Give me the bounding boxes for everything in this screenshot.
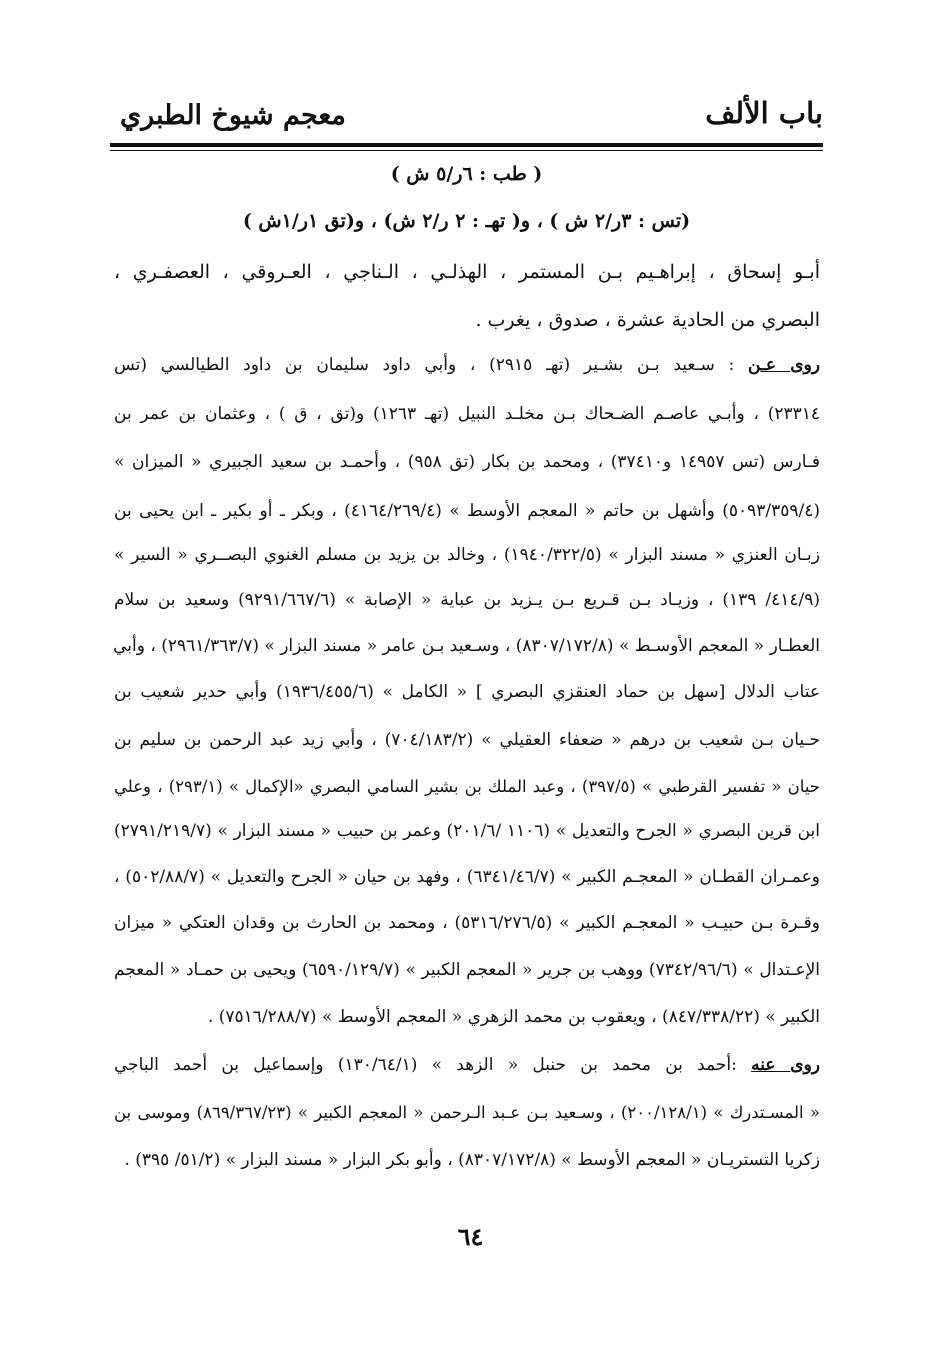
rawa-an-line: حـيان بـن شعيب بن درهم « ضعفاء العقيلي » (٧٠٤/١٨٣/٢) ، وأبي زيد عبد الرحمن بن سليم بن [114,730,821,750]
header-rule-thick [110,143,823,147]
rawa-an-first-text: : سـعيد بـن بشـير (تهـ ٢٩١٥) ، وأبي داود سليمان بن داود الطيالسي (تس [114,355,735,375]
rawa-anhu-line: « المسـتدرك » (٢٠٠/١٢٨/١) ، وسـعيد بـن عـبد الـرحمن « المعجم الكبير » (٨٦٩/٣٦٧/٢٣) وموسى بن [114,1103,820,1122]
header-rule-thin [110,150,823,151]
rawa-anhu-line: زكريا التستريـان « المعجم الأوسط » (٨٣٠٧/١٧٢/٨) ، وأبو بكر البزار « مسند البزار » (٥١/٢/ ٣٩٥) . [124,1150,820,1170]
rawa-an-line: ابن قرين البصري « الجرح والتعديل » (١١٠٦ /٢٠١/٦) وعمر بن حبيب « مسند البزار » (٢٧٩١/٢١٩/٧) [114,821,820,841]
rawa-anhu-first-text: :أحمد بن محمد بن حنبل « الزهد » (١٣٠/٦٤/١) وإسماعيل بن أحمد الباجي [114,1055,737,1075]
rawa-an-first-line [114,356,820,375]
rawa-an-line: وقـرة بـن حبيـب « المعجـم الكبير » (٥٣١٦/٢٧٦/٥) ، ومحمد بن الحارث بن وقدان العتكي « ميزان [114,913,820,933]
rawa-an-line: عتاب الدلال [سهل بن حماد العنقزي البصري ] « الكامل » (١٩٣٦/٤٥٥/٦) وأبي حدير شعيب بن [114,682,820,702]
rawa-an-line: زبـان العنزي « مسند البزار » (١٩٤٠/٣٢٢/٥) ، وخالد بن يزيد بن مسلم الغنوي البصــري « السير » [114,545,820,565]
page-number: ٦٤ [457,1222,484,1251]
rawa-an-line: الكبير » (٨٤٧/٣٣٨/٢٢) ، ويعقوب بن محمد الزهري « المعجم الأوسط » (٧٥١٦/٢٨٨/٧) . [207,1007,820,1027]
entry-line-1: أبـو إسحاق ، إبراهـيم بـن المستمر ، الهذلـي ، الـناجي ، العـروقي ، العصفـري ، [114,261,820,283]
book-title: معجم شيوخ الطبري [120,100,346,131]
rawa-an-line: ٢٣٣١٤) ، وأبـي عاصـم الضـحاك بـن مخلـد النبيل (تهـ ١٢٦٣) و(تق ، ق ) ، وعثمان بن عمر بن [114,404,820,424]
rawa-an-line: (٤١٤/٩/ ١٣٩) ، وزيـاد بـن قـريع بـن يـزيد بن عباية « الإصابة » (٩٢٩١/٦٦٧/٦) وسعيد بن سلام [114,590,821,610]
rawa-an-line: فـارس (تس ١٤٩٥٧ و٣٧٤١٠) ، ومحمد بن بكار (تق ٩٥٨) ، وأحمـد بن سعيد الجبيري « الميزان » [114,452,820,472]
rawa-an-label: روى عـن [747,355,820,375]
rawa-anhu-label: روى عنه [751,1055,820,1075]
entry-line-2: البصري من الحادية عشرة ، صدوق ، يغرب . [475,309,820,331]
rawa-an-line: (٥٠٩٣/٣٥٩/٤) وأشهل بن حاتم « المعجم الأوسط » (٤١٦٤/٢٦٩/٤) ، وبكر ـ أو بكير ـ ابن يحيى بن [114,501,820,521]
rawa-an-line: حيان « تفسير القرطبي » (٣٩٧/٥) ، وعبد الملك بن بشير السامي البصري «الإكمال » (٢٩٣/١) ، وعلي [114,777,820,796]
rawa-an-line: العطـار « المعجم الأوسـط » (٨٣٠٧/١٧٢/٨) ، وسـعيد بـن عامر « مسند البزار » (٢٩٦١/٣٦٣/٧) ، وأبي [113,636,820,656]
chapter-title: باب الألف [705,96,823,130]
source-code-line-1: ( طب : ٦ر/٥ ش ) [390,163,543,185]
rawa-an-line: وعمـران القطـان « المعجـم الكبير » (٦٣٤١/٤٦/٧) ، وفهد بن حيان « الجرح والتعديل » (٥٠٢/٨٨/٧) ، [114,867,820,887]
rawa-anhu-first-line [114,1056,820,1075]
source-code-line-2: (تس : ٣ر/٢ ش ) ، و( تهـ : ٢ ر/٢ ش) ، و(تق ١ر/١ش ) [242,210,691,232]
rawa-an-line: الإعـتدال » (٧٣٤٢/٩٦/٦) ووهب بن جرير « المعجم الكبير » (٦٥٩٠/١٢٩/٧) ويحيى بن حمـاد « المعجم [114,960,821,980]
